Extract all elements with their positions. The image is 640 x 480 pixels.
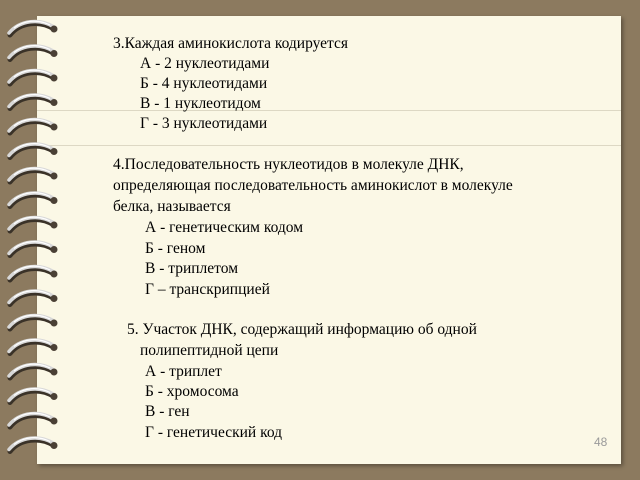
question-4-line-1: 4.Последовательность нуклеотидов в молекуле ДНК, <box>113 156 464 173</box>
question-5-line-2: полипептидной цепи <box>140 342 279 359</box>
q3-option-g: Г - 3 нуклеотидами <box>140 115 268 132</box>
q5-option-g: Г - генетический код <box>145 424 283 441</box>
question-3: 3.Каждая аминокислота кодируется <box>113 35 349 52</box>
q5-option-a: А - триплет <box>145 363 222 380</box>
q4-option-g: Г – транскрипцией <box>145 281 270 298</box>
question-4-line-3: белка, называется <box>113 198 231 215</box>
q4-option-a: А - генетическим кодом <box>145 219 304 236</box>
q5-option-v: В - ген <box>145 403 190 420</box>
q4-option-v: В - триплетом <box>145 260 238 277</box>
question-5-line-1: 5. Участок ДНК, содержащий информацию об одной <box>127 321 477 338</box>
q3-option-v: В - 1 нуклеотидом <box>140 95 261 112</box>
q5-option-b: Б - хромосома <box>145 383 239 400</box>
page-number: 48 <box>594 435 608 449</box>
q4-option-b: Б - геном <box>145 240 206 257</box>
question-4-line-2: определяющая последовательность аминокислот в молекуле <box>113 177 513 194</box>
q3-option-b: Б - 4 нуклеотидами <box>140 75 268 92</box>
q3-option-a: А - 2 нуклеотидами <box>140 55 270 72</box>
